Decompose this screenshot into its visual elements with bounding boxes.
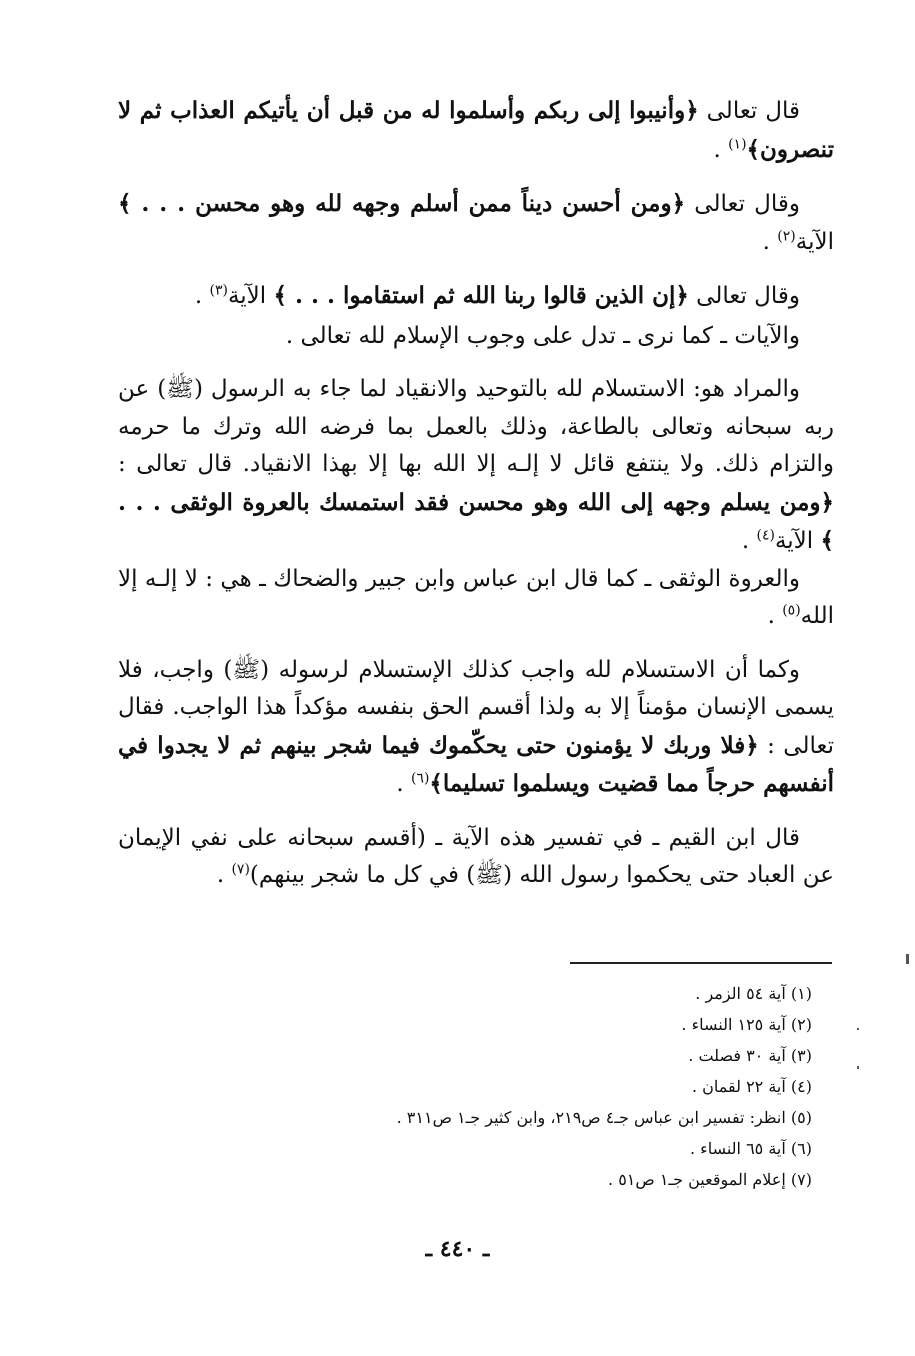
footnote-reference: (٢) (777, 227, 796, 244)
quran-verse: ﴿ومن أحسن ديناً ممن أسلم وجهه لله وهو محسن . . . ﴾ (118, 190, 686, 217)
text-run: . (762, 228, 778, 255)
text-run: . (194, 283, 210, 309)
paragraph (118, 277, 834, 316)
footnote-reference: (١) (728, 135, 747, 152)
footnote-5: (٥) انظر: تفسير ابن عباس جـ٤ ص٢١٩، وابن كثير جـ١ ص٣١١ . (396, 1108, 812, 1127)
text-run: قال ابن القيم ـ في تفسير هذه الآية ـ (أقسم سبحانه على نفي الإيمان عن العباد حتى يحكموا رسول الله (ﷺ) في كل ما شجر بينهم) (118, 824, 834, 888)
text-run: . (741, 528, 757, 554)
text-run: . (767, 603, 783, 629)
footnote-reference: (٥) (782, 602, 801, 619)
text-run: . (216, 862, 232, 888)
paragraph (118, 561, 834, 636)
quran-verse: ﴿وأنيبوا إلى ربكم وأسلموا له من قبل أن يأتيكم العذاب ثم لا تنصرون﴾ (118, 97, 834, 163)
quran-verse: ﴿ومن يسلم وجهه إلى الله وهو محسن فقد استمسك بالعروة الوثقى . . . ﴾ (118, 488, 834, 554)
main-text (118, 92, 834, 911)
footnote-4: (٤) آية ٢٢ لقمان . (691, 1077, 812, 1096)
footnote-7: (٧) إعلام الموقعين جـ١ ص٥١ . (608, 1170, 812, 1189)
footnote-1: (١) آية ٥٤ الزمر . (695, 984, 812, 1003)
paragraph (118, 652, 834, 804)
footnote-reference: (٣) (209, 282, 228, 299)
footnote-3: (٣) آية ٣٠ فصلت . (688, 1046, 812, 1065)
footnote-reference: (٦) (410, 770, 430, 787)
footnote-reference: (٤) (756, 527, 775, 544)
paragraph (118, 371, 834, 561)
text-run: وقال تعالى (688, 283, 800, 309)
footnote-reference: (٧) (231, 861, 250, 878)
scan-speck (857, 1066, 859, 1069)
page-number: ـ ٤٤٠ ـ (425, 1236, 490, 1262)
text-run: الآية (774, 528, 821, 554)
footnote-6: (٦) آية ٦٥ النساء . (690, 1139, 812, 1158)
text-run: الآية (227, 283, 274, 309)
text-run: الآية (795, 228, 834, 255)
text-run: والعروة الوثقى ـ كما قال ابن عباس وابن جبير والضحاك ـ هي : لا إلـه إلا الله (118, 565, 834, 629)
paragraph (118, 318, 834, 356)
scan-speck (857, 1028, 859, 1030)
text-run: وكما أن الاستسلام لله واجب كذلك الإستسلام لرسوله (ﷺ) واجب، فلا يسمى الإنسان مؤمناً إلا به ولذا أقسم الحق بنفسه مؤكداً هذا الواجب. فقال تعالى : (118, 656, 834, 759)
text-run: والآيات ـ كما نرى ـ تدل على وجوب الإسلام لله تعالى . (285, 322, 800, 349)
paragraph (118, 92, 834, 169)
quran-verse: ﴿إن الذين قالوا ربنا الله ثم استقاموا . . . ﴾ (273, 282, 689, 309)
quran-verse: ﴿فلا وربك لا يؤمنون حتى يحكّموك فيما شجر بينهم ثم لا يجدوا في أنفسهم حرجاً مما قضيت ويسلموا تسليما﴾ (118, 731, 834, 797)
text-run: . (713, 136, 729, 163)
text-run: . (396, 771, 411, 797)
text-run: والمراد هو: الاستسلام لله بالتوحيد والانقياد لما جاء به الرسول (ﷺ) عن ربه سبحانه وتعالى بالطاعة، وذلك بالعمل بما فرضه الله وترك ما حرمه والتزام ذلك. ولا ينتفع قائل لا إلـه إلا الله بها إلا بهذا الانقياد. قال تعالى : (118, 376, 834, 477)
paragraph (118, 185, 834, 261)
scan-speck (906, 954, 909, 964)
text-run: قال تعالى (698, 98, 800, 124)
footnote-2: (٢) آية ١٢٥ النساء . (681, 1015, 812, 1034)
paragraph (118, 820, 834, 895)
footnotes (200, 978, 812, 1195)
footnote-divider (570, 962, 832, 964)
text-run: وقال تعالى (685, 191, 800, 217)
